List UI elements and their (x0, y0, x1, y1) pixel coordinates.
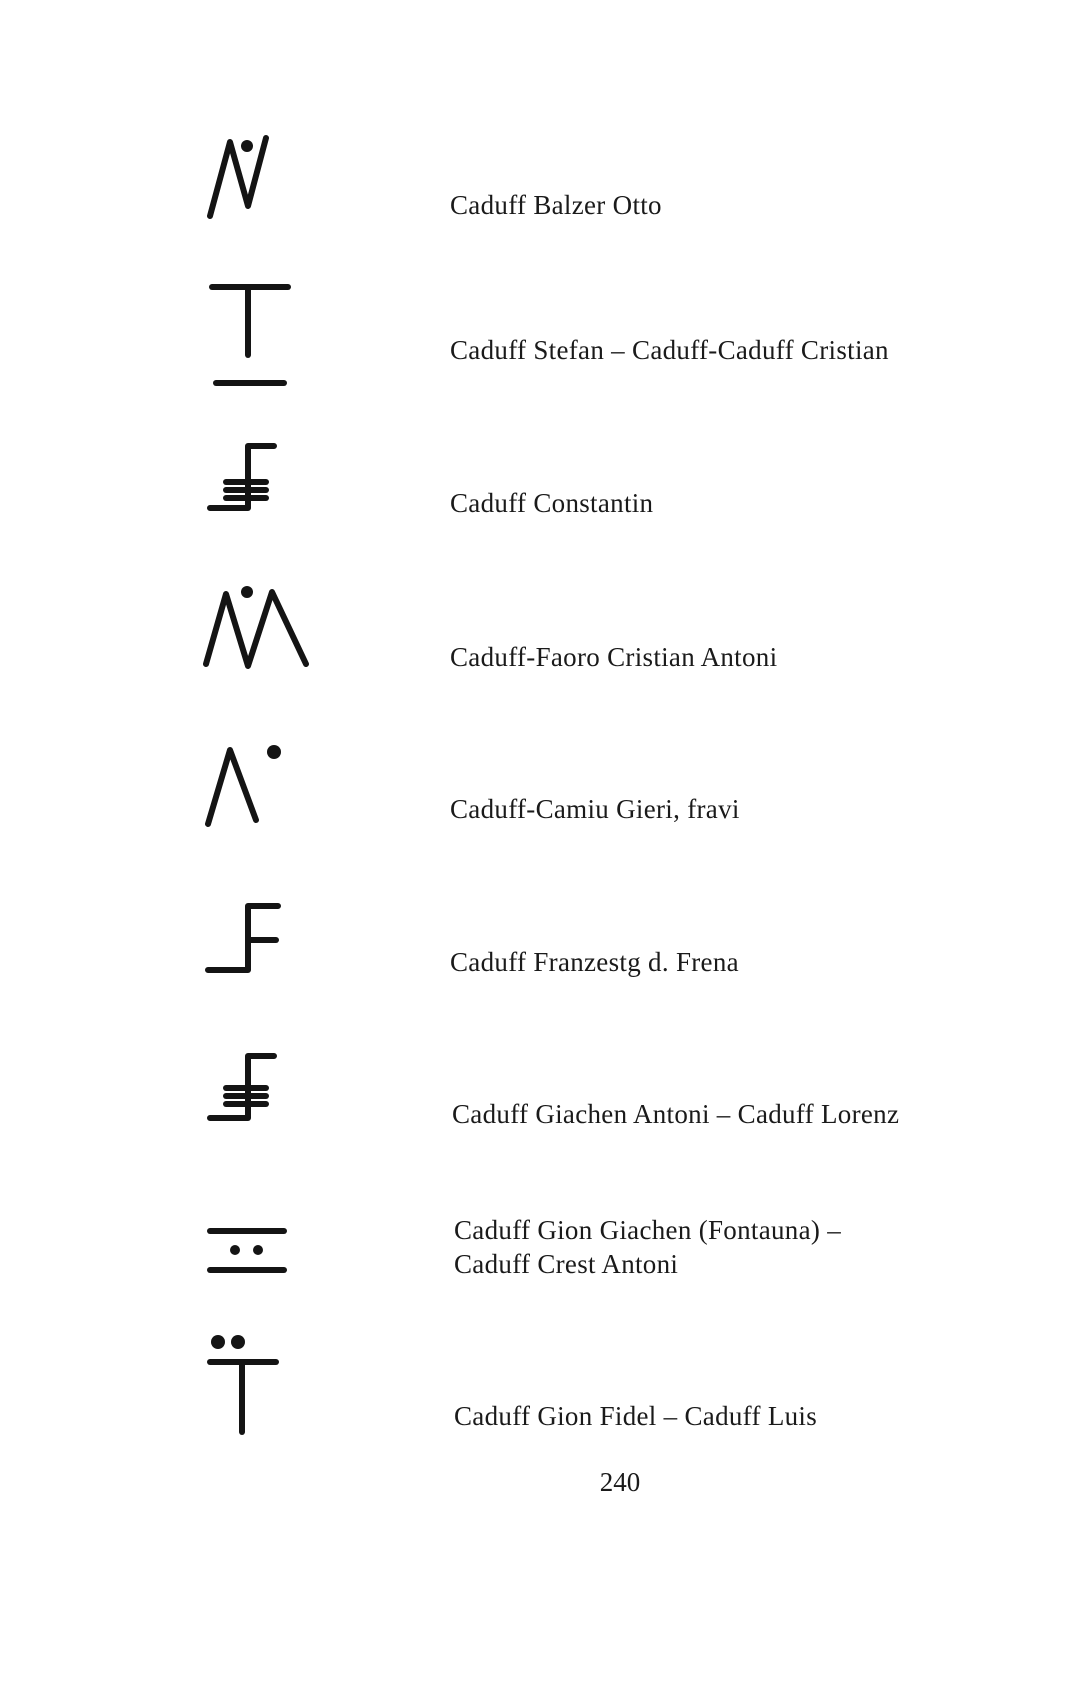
entry-name-1: Caduff Balzer Otto (450, 190, 662, 220)
entry-name-6: Caduff Franzestg d. Frena (450, 947, 739, 977)
entry-name-4: Caduff-Faoro Cristian Antoni (450, 642, 778, 672)
f-with-foot-mark (190, 900, 340, 990)
t-with-two-dots-mark (190, 1332, 340, 1442)
caret-with-dot-mark (190, 740, 340, 830)
entry-name-2: Caduff Stefan – Caduff-Caduff Cristian (450, 335, 889, 365)
entry-name-9: Caduff Gion Fidel – Caduff Luis (454, 1401, 818, 1431)
m-with-dot-mark (190, 580, 340, 670)
f-with-crossbars-mark (190, 440, 340, 530)
entry-name-8: Caduff Gion Giachen (Fontauna) – Caduff Crest Antoni (454, 1215, 842, 1279)
t-with-underline-mark (190, 283, 340, 393)
f-with-crossbars-mark (190, 1050, 340, 1140)
entry-name-3: Caduff Constantin (450, 488, 654, 518)
n-with-dot-mark (190, 132, 340, 222)
entry-name-5: Caduff-Camiu Gieri, fravi (450, 794, 740, 824)
page-number: 240 (599, 1467, 641, 1497)
bars-with-two-dots-mark (190, 1225, 340, 1285)
entry-name-7: Caduff Giachen Antoni – Caduff Lorenz (452, 1099, 900, 1129)
